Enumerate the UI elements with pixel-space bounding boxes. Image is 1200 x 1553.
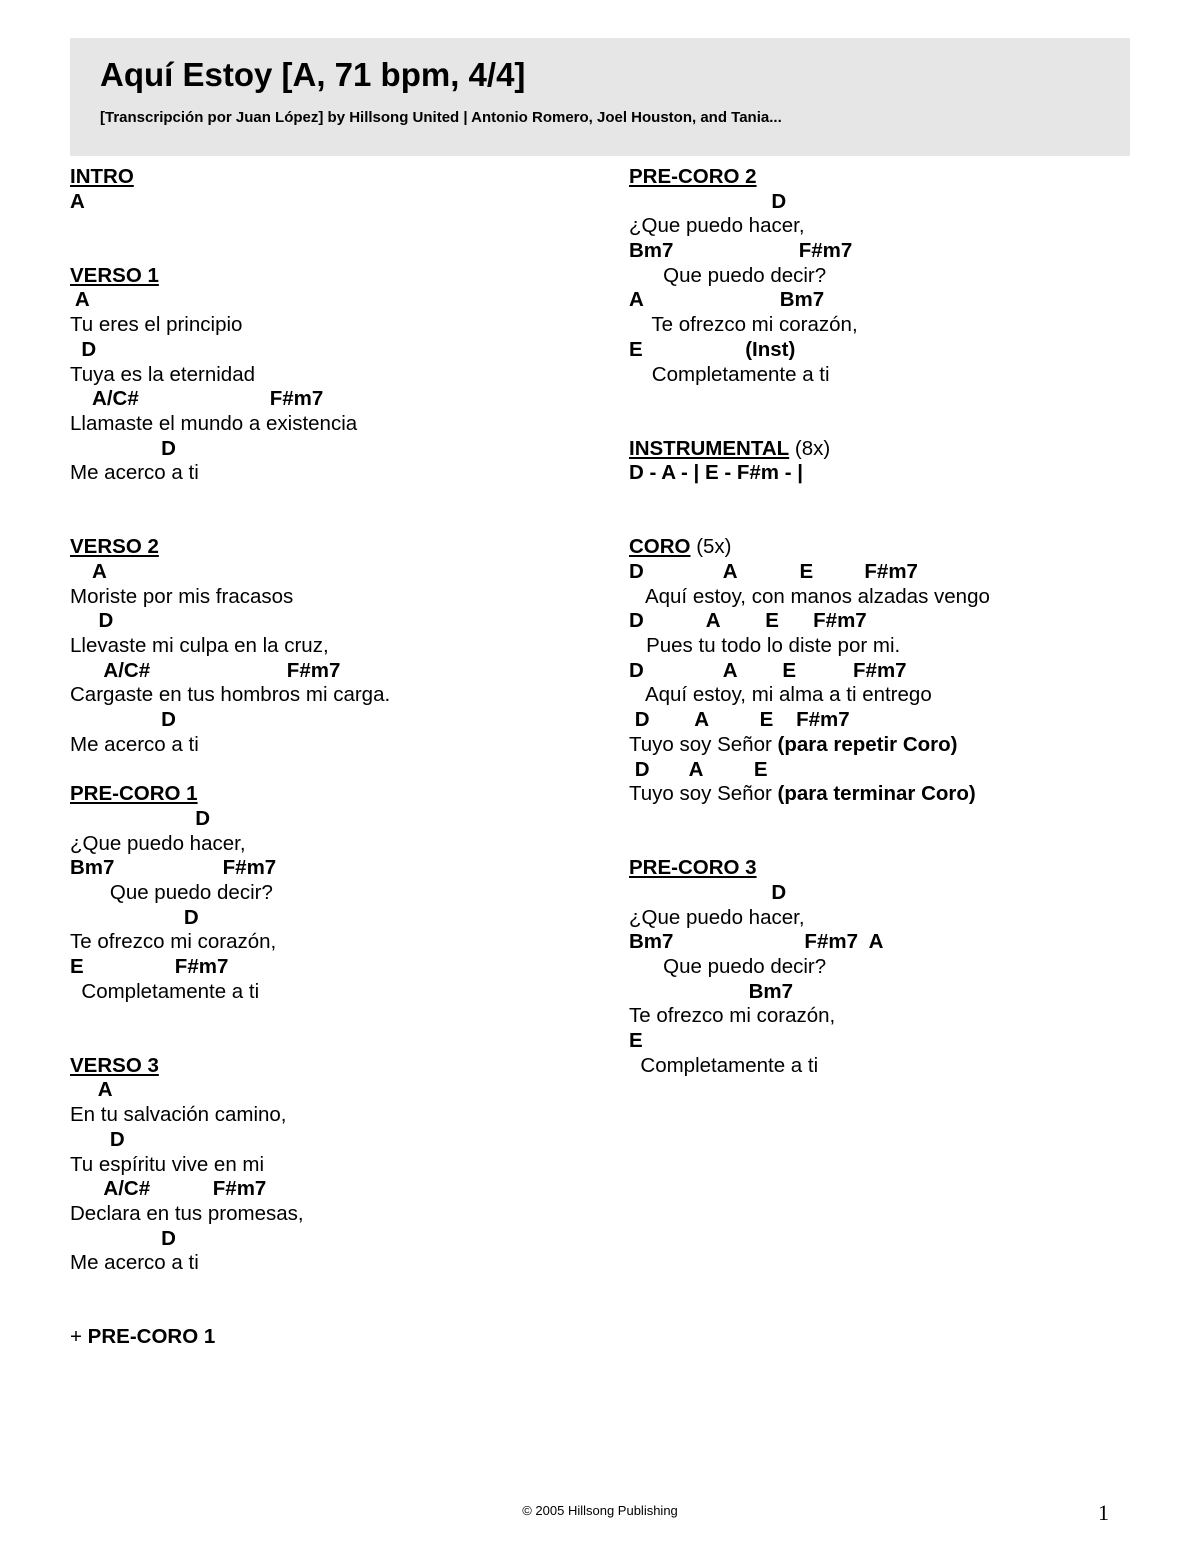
instruction-note: (para repetir Coro) xyxy=(777,732,958,756)
chord-line: A/C# F#m7 xyxy=(70,658,341,682)
chord-line: Bm7 F#m7 xyxy=(629,239,853,263)
chord-line: D xyxy=(70,609,114,633)
section-verso-1 xyxy=(70,264,600,486)
section-pre-coro-3 xyxy=(629,856,1129,1078)
chord-line: A xyxy=(70,1078,113,1102)
chord-line: A xyxy=(70,560,107,583)
lyric-line: ¿Que puedo hacer, xyxy=(629,905,805,929)
lyric-line: Te ofrezco mi corazón, xyxy=(629,1004,836,1028)
chord-line: D A E F#m7 xyxy=(629,609,867,633)
chord-line: D xyxy=(70,905,199,929)
page-number: 1 xyxy=(1098,1500,1109,1525)
lyric-line: Moriste por mis fracasos xyxy=(70,584,294,608)
lyric-line: Completamente a ti xyxy=(70,979,260,1003)
lyric-line: Declara en tus promesas, xyxy=(70,1201,304,1225)
section-heading: VERSO 3 xyxy=(70,1053,159,1077)
chord-progression: D - A - | E - F#m - | xyxy=(629,461,803,485)
section-instrumental xyxy=(629,437,1129,486)
lyric-line: Te ofrezco mi corazón, xyxy=(70,930,277,954)
section-intro xyxy=(70,165,600,214)
chord-line: E xyxy=(629,1029,643,1053)
chord-line: Bm7 F#m7 A xyxy=(629,930,884,954)
lyric-line: Tuyo soy Señor (para terminar Coro) xyxy=(629,782,976,806)
lyric-line: Aquí estoy, mi alma a ti entrego xyxy=(629,683,932,707)
chord-line: D xyxy=(629,880,787,904)
repeat-count: (5x) xyxy=(690,535,732,559)
lyric-line: Llevaste mi culpa en la cruz, xyxy=(70,634,329,658)
section-heading: CORO xyxy=(629,535,691,559)
section-heading: INSTRUMENTAL xyxy=(629,436,790,460)
plus-sign: + xyxy=(70,1325,88,1349)
lyric-line: Que puedo decir? xyxy=(629,263,827,287)
lyric-line: En tu salvación camino, xyxy=(70,1103,287,1127)
lyric-line: ¿Que puedo hacer, xyxy=(70,831,246,855)
right-column xyxy=(629,165,1129,1078)
lyric-line: Que puedo decir? xyxy=(70,880,273,904)
lyric-line: ¿Que puedo hacer, xyxy=(629,214,805,238)
chord-line: D xyxy=(70,337,97,361)
lyric-line: Te ofrezco mi corazón, xyxy=(629,313,858,337)
lyric-line: Cargaste en tus hombros mi carga. xyxy=(70,683,391,707)
lyric-line: Me acerco a ti xyxy=(70,732,199,756)
chord-line: A xyxy=(70,189,85,213)
chord-line: D A E xyxy=(629,757,768,781)
title-banner xyxy=(70,38,1130,156)
chord-line: D xyxy=(70,436,176,460)
lyric-line: Me acerco a ti xyxy=(70,461,199,485)
lyric-line: Me acerco a ti xyxy=(70,1251,199,1275)
lyric-line: Tuya es la eternidad xyxy=(70,362,255,386)
chord-line: A Bm7 xyxy=(629,288,825,312)
chord-line: A/C# F#m7 xyxy=(70,1177,267,1201)
song-credits: [Transcripción por Juan López] by Hillsong United | Antonio Romero, Joel Houston, and Tania... xyxy=(100,109,782,126)
section-verso-2 xyxy=(70,535,600,757)
chord-line: E F#m7 xyxy=(70,955,229,978)
chord-line: D xyxy=(70,1127,125,1151)
lyric-line: Aquí estoy, con manos alzadas vengo xyxy=(629,584,990,608)
section-coro xyxy=(629,535,1129,807)
section-pre-coro-2 xyxy=(629,165,1129,387)
section-verso-3 xyxy=(70,1054,600,1276)
chord-line: A xyxy=(70,288,90,312)
section-heading: PRE-CORO 3 xyxy=(629,856,757,880)
chord-line: A/C# F#m7 xyxy=(70,387,324,411)
repeat-section-name: PRE-CORO 1 xyxy=(87,1325,216,1349)
left-column xyxy=(70,165,600,1350)
lyric-line: Pues tu todo lo diste por mi. xyxy=(629,634,901,658)
chord-line: Bm7 xyxy=(629,979,794,1003)
chord-line: Bm7 F#m7 xyxy=(70,856,277,880)
chord-line: D A E F#m7 xyxy=(629,560,918,583)
lyric-line: Tu espíritu vive en mi xyxy=(70,1152,265,1176)
section-heading: VERSO 2 xyxy=(70,535,159,559)
instruction-note: (para terminar Coro) xyxy=(777,782,976,806)
lyric-line: Completamente a ti xyxy=(629,1053,819,1077)
section-heading: PRE-CORO 2 xyxy=(629,165,757,188)
chord-line: D xyxy=(70,708,176,732)
lyric-line: Tuyo soy Señor (para repetir Coro) xyxy=(629,732,958,756)
lyric-line: Completamente a ti xyxy=(629,362,830,386)
section-pre-coro-1 xyxy=(70,782,600,1004)
chord-line: D xyxy=(70,1226,176,1250)
chord-line: D A E F#m7 xyxy=(629,658,907,682)
chord-line: D xyxy=(70,806,211,830)
chord-line: D xyxy=(629,189,787,213)
chord-line: D A E F#m7 xyxy=(629,708,850,732)
repeat-count: (8x) xyxy=(789,436,831,460)
song-title: Aquí Estoy [A, 71 bpm, 4/4] xyxy=(100,56,526,93)
chord-line: E (Inst) xyxy=(629,337,796,361)
lyric-line: Tu eres el principio xyxy=(70,313,243,337)
lyric-line: Llamaste el mundo a existencia xyxy=(70,411,358,435)
repeat-pre-coro-1-note xyxy=(70,1325,600,1350)
lyric-line: Que puedo decir? xyxy=(629,955,827,978)
section-heading: VERSO 1 xyxy=(70,263,159,287)
copyright-footer: © 2005 Hillsong Publishing xyxy=(522,1503,678,1518)
section-heading: PRE-CORO 1 xyxy=(70,782,198,806)
section-heading: INTRO xyxy=(70,165,134,188)
